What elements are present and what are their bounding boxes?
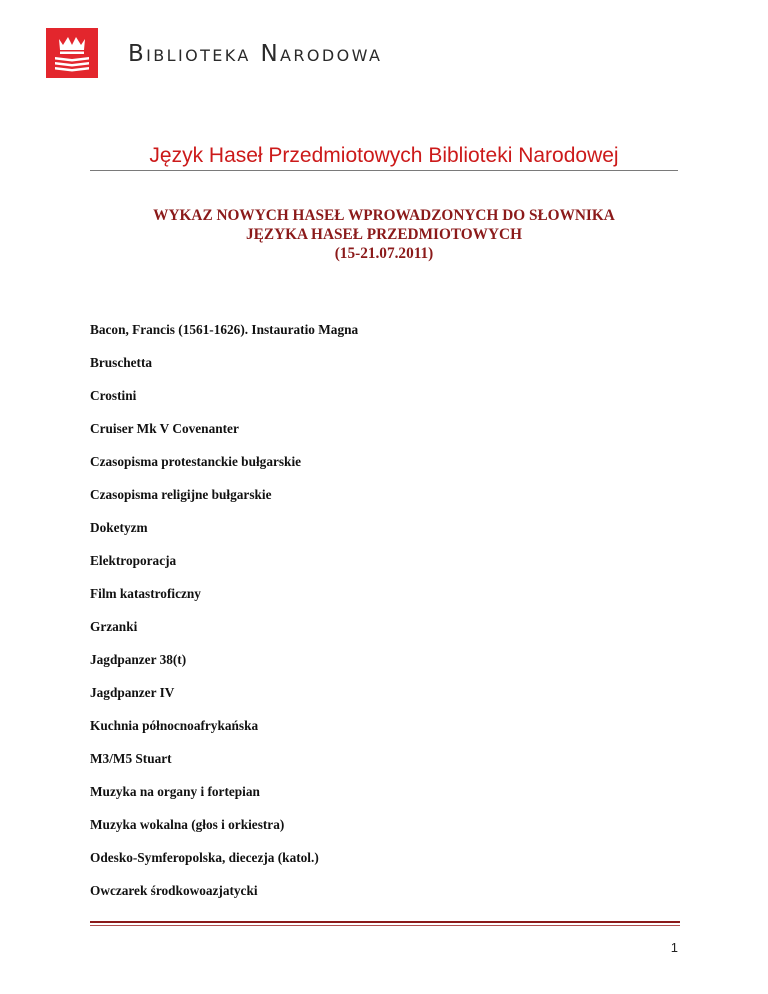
list-item: Crostini [90, 388, 137, 403]
list-item: Bruschetta [90, 355, 153, 370]
library-name: Biblioteka Narodowa [128, 41, 383, 67]
list-item: Cruiser Mk V Covenanter [90, 421, 239, 436]
list-item: Muzyka na organy i fortepian [90, 784, 260, 799]
document-heading [90, 206, 678, 263]
title-divider [90, 170, 678, 171]
list-item: Owczarek środkowoazjatycki [90, 883, 258, 898]
heading-date-range: (15-21.07.2011) [334, 245, 434, 262]
list-item: Bacon, Francis (1561-1626). Instauratio Magna [90, 322, 359, 337]
list-item: Jagdpanzer IV [90, 685, 175, 700]
footer-divider-thin [90, 925, 680, 926]
crown-book-logo-icon [46, 28, 98, 78]
list-item: Kuchnia północnoafrykańska [90, 718, 259, 733]
footer-divider [90, 921, 680, 923]
list-item: Elektroporacja [90, 553, 177, 568]
list-item: M3/M5 Stuart [90, 751, 172, 766]
list-item: Czasopisma protestanckie bułgarskie [90, 454, 302, 469]
page-number: 1 [670, 940, 678, 955]
document-title: Język Haseł Przedmiotowych Biblioteki Narodowej [149, 144, 619, 167]
list-item: Odesko-Symferopolska, diecezja (katol.) [90, 850, 319, 865]
subject-heading-list [90, 322, 358, 916]
list-item: Grzanki [90, 619, 138, 634]
list-item: Jagdpanzer 38(t) [90, 652, 187, 667]
list-item: Doketyzm [90, 520, 148, 535]
heading-line-2: JĘZYKA HASEŁ PRZEDMIOTOWYCH [246, 226, 522, 243]
list-item: Muzyka wokalna (głos i orkiestra) [90, 817, 285, 832]
heading-line-1: WYKAZ NOWYCH HASEŁ WPROWADZONYCH DO SŁOWNIKA [153, 207, 615, 224]
list-item: Film katastroficzny [90, 586, 201, 601]
list-item: Czasopisma religijne bułgarskie [90, 487, 272, 502]
